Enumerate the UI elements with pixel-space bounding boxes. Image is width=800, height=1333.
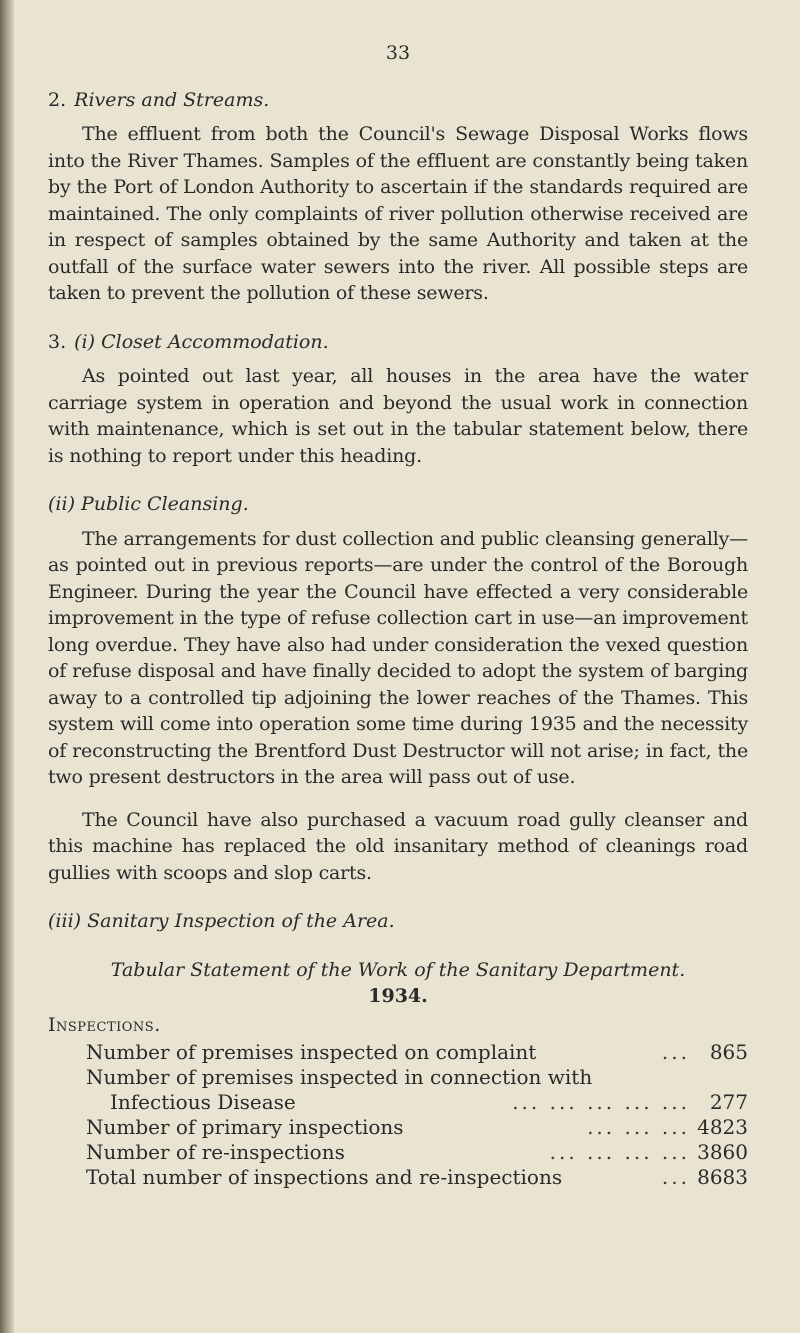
table-row — [86, 1165, 748, 1190]
subsection-numeral: (iii) — [48, 910, 82, 932]
row-value: 277 — [709, 1090, 748, 1114]
row-leader-dots: ... ... ... — [587, 1115, 690, 1139]
row-value: 8683 — [697, 1165, 748, 1189]
row-leader-dots: ... ... ... ... ... — [512, 1090, 690, 1114]
row-leader-dots: ... — [661, 1040, 690, 1064]
row-label: Number of premises inspected on complaint — [86, 1040, 537, 1064]
table-row — [86, 1090, 748, 1115]
table-row — [86, 1040, 748, 1065]
row-label: Total number of inspections and re-inspections — [86, 1165, 563, 1189]
paragraph-closet: As pointed out last year, all houses in the area have the water carriage system in operation and beyond the usual work in connection with maintenance, which is set out in the tabular statement below, there is nothing to report under this heading. — [48, 365, 748, 467]
section-heading-inspection — [48, 908, 748, 935]
row-leader-dots: ... — [661, 1165, 690, 1189]
inspection-table — [48, 1040, 748, 1190]
section-number: 2. — [48, 88, 67, 111]
section-heading-closet — [48, 329, 748, 356]
paragraph-rivers: The effluent from both the Council's Sewage Disposal Works flows into the River Thames. Samples of the effluent are constantly being taken by the Port of London Authority to ascertain if the standards required are maintained. The only complaints of river pollution otherwise received are in respect of samples obtained by the same Authority and taken at the outfall of the surface water sewers into the river. All possible steps are taken to prevent the pollution of these sewers. — [48, 123, 748, 304]
table-row — [86, 1065, 748, 1090]
subsection-numeral: (i) — [74, 330, 96, 353]
row-label: Infectious Disease — [110, 1090, 296, 1114]
section-number: 3. — [48, 330, 67, 353]
table-year: 1934. — [368, 985, 428, 1007]
paragraph-cleansing-2: The Council have also purchased a vacuum road gully cleanser and this machine has replaced the old insanitary method of cleanings road gullies with scoops and slop carts. — [48, 808, 748, 884]
row-leader-dots: ... ... ... ... — [549, 1140, 690, 1164]
paragraph-cleansing-1: The arrangements for dust collection and public cleansing generally—as pointed out in previous reports—are under the control of the Borough Engineer. During the year the Council have effected a very considerable improvement in the type of refuse collection cart in use—an improvement long overdue. They have also had under consideration the vexed question of refuse disposal and have finally decided to adopt the system of barging away to a controlled tip adjoining the lower reaches of the Thames. This system will come into operation some time during 1935 and the necessity of reconstructing the Brentford Dust Destructor will not arise; in fact, the two present destructors in the area will pass out of use. — [48, 527, 748, 788]
row-label: Number of primary inspections — [86, 1115, 404, 1139]
document-page — [48, 40, 748, 1190]
subsection-title: Public Cleansing. — [81, 493, 249, 515]
row-label: Number of re-inspections — [86, 1140, 345, 1164]
row-value: 3860 — [697, 1140, 748, 1164]
row-value: 4823 — [697, 1115, 748, 1139]
subsection-numeral: (ii) — [48, 493, 75, 515]
section-title: Rivers and Streams. — [74, 88, 270, 111]
row-label: Number of premises inspected in connection with — [86, 1065, 593, 1089]
subsection-title: Closet Accommodation. — [101, 330, 329, 353]
section-heading-cleansing — [48, 491, 748, 518]
section-heading-rivers — [48, 87, 748, 114]
row-value: 865 — [709, 1040, 748, 1064]
table-row — [86, 1140, 748, 1165]
table-row — [86, 1115, 748, 1140]
table-section-label: Inspections. — [48, 1013, 161, 1036]
page-number: 33 — [385, 42, 411, 64]
page-binding-edge — [0, 0, 14, 1333]
subsection-title: Sanitary Inspection of the Area. — [87, 910, 395, 932]
table-title: Tabular Statement of the Work of the Sanitary Department. — [110, 958, 686, 981]
